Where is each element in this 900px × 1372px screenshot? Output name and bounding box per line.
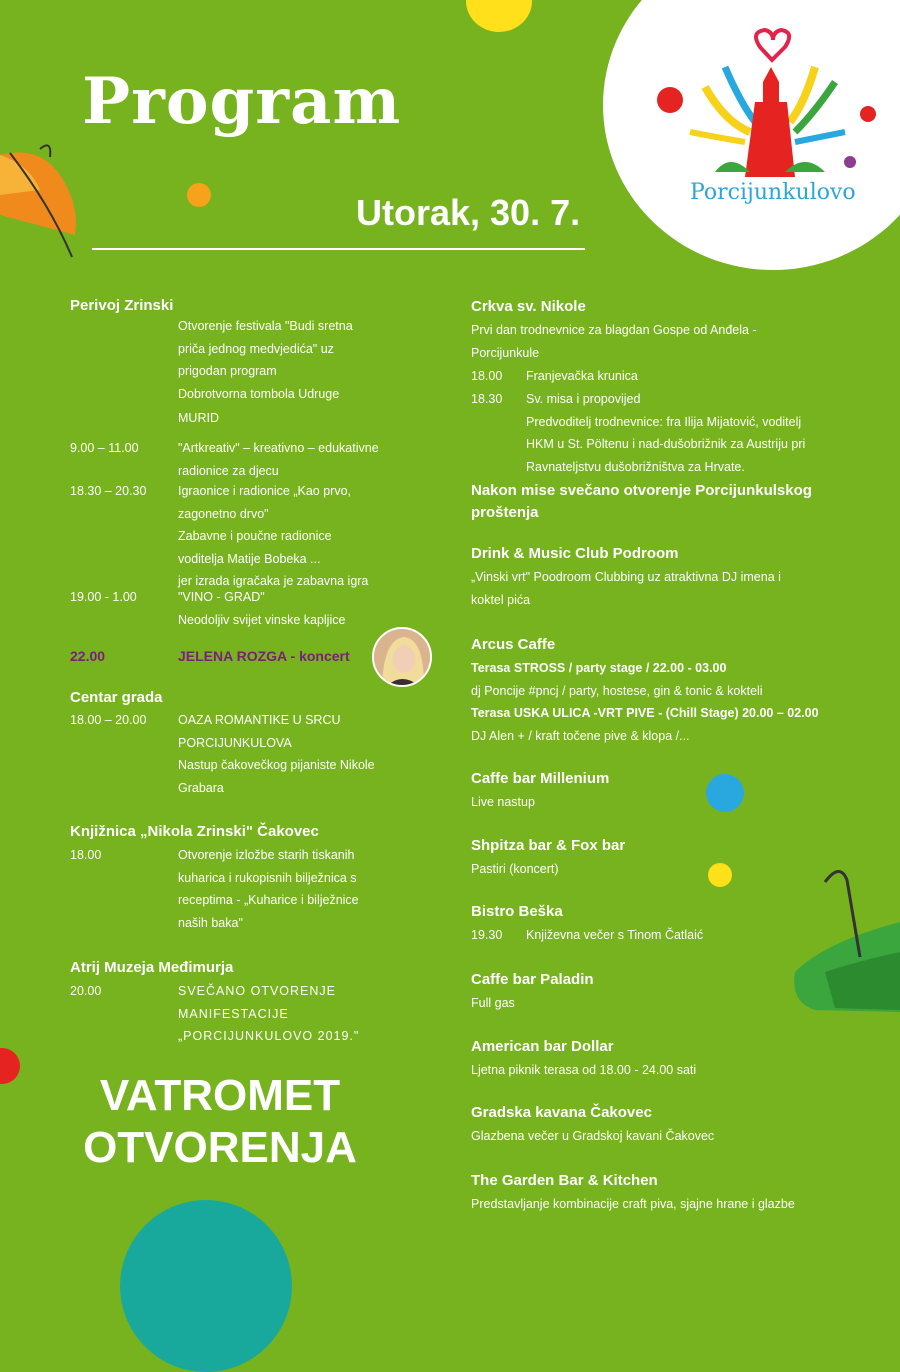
event-desc	[178, 709, 418, 799]
text-line: receptima - „Kuharice i bilježnice	[178, 893, 359, 907]
event-desc	[178, 437, 418, 482]
crkva-closing	[471, 480, 871, 524]
text-line: proštenja	[471, 504, 539, 521]
text-line: Terasa STROSS / party stage / 22.00 - 03.00	[471, 661, 727, 675]
red-dot-left	[0, 1048, 20, 1084]
event-time: 18.30	[471, 392, 503, 406]
perivoj-intro	[178, 315, 418, 430]
text-line: prigodan program	[178, 364, 277, 378]
event-time: 18.00	[70, 848, 102, 862]
text-line: kuharica i rukopisnih bilježnica s	[178, 870, 357, 885]
avatar	[372, 627, 432, 687]
text-line: Zabavne i poučne radionice	[178, 529, 332, 543]
event-desc	[178, 980, 418, 1048]
text-line: Igraonice i radionice „Kao prvo,	[178, 484, 352, 498]
text-line: Dobrotvorna tombola Udruge	[178, 386, 340, 401]
text-line: "VINO - GRAD"	[178, 590, 265, 604]
event-time: 19.00 - 1.00	[70, 590, 137, 604]
event-time: 19.30	[471, 928, 503, 942]
section-title-crkva: Crkva sv. Nikole	[471, 298, 586, 315]
heading-line: VATROMET	[99, 1071, 341, 1120]
drink-desc	[471, 566, 871, 611]
section-title-centar: Centar grada	[70, 689, 163, 706]
text-line: Porcijunkule	[471, 345, 540, 360]
heading-line: OTVORENJA	[83, 1123, 357, 1172]
section-title-knjiznica: Knjižnica „Nikola Zrinski" Čakovec	[70, 823, 319, 840]
text-line: MURID	[178, 411, 219, 425]
venue-text: Glazbena večer u Gradskoj kavani Čakovec	[471, 1129, 715, 1143]
yellow-dot-top	[466, 0, 532, 32]
event-desc	[526, 388, 866, 478]
venue-text: Predstavljanje kombinacije craft piva, sjajne hrane i glazbe	[471, 1197, 795, 1211]
text-line: Terasa USKA ULICA -VRT PIVE - (Chill Stage) 20.00 – 02.00	[471, 706, 819, 720]
text-line: voditelja Matije Bobeka ...	[178, 551, 321, 566]
text-line: PORCIJUNKULOVA	[178, 735, 292, 750]
section-title-drink: Drink & Music Club Podroom	[471, 545, 679, 562]
page-title: Program	[82, 64, 402, 139]
text-line: "Artkreativ" – kreativno – edukativne	[178, 441, 379, 455]
porcijunkulovo-logo-icon	[655, 22, 880, 187]
text-line: koktel pića	[471, 592, 531, 607]
text-line: DJ Alen + / kraft točene pive & klopa /...	[471, 728, 690, 743]
event-time: 18.30 – 20.30	[70, 484, 147, 498]
text-line: Prvi dan trodnevnice za blagdan Gospe od Anđela -	[471, 323, 757, 337]
concert-title: JELENA ROZGA - koncert	[178, 648, 350, 664]
text-line: „Vinski vrt" Poodroom Clubbing uz atraktivna DJ imena i	[471, 570, 781, 584]
text-line: Grabara	[178, 780, 224, 795]
umbrella-icon-left	[0, 135, 85, 265]
event-time: 18.00	[471, 369, 503, 383]
fireworks-heading	[70, 1070, 370, 1174]
text-line: Sv. misa i propovijed	[526, 392, 641, 406]
event-time: 18.00 – 20.00	[70, 713, 147, 727]
venue-title: Shpitza bar & Fox bar	[471, 837, 626, 854]
text-line: radionice za djecu	[178, 463, 279, 478]
text-line: naših baka"	[178, 915, 243, 930]
venue-title: American bar Dollar	[471, 1038, 614, 1055]
concert-time: 22.00	[70, 648, 106, 664]
section-title-atrij: Atrij Muzeja Međimurja	[70, 959, 234, 976]
text-line: MANIFESTACIJE	[178, 1006, 289, 1021]
event-time: 9.00 – 11.00	[70, 441, 139, 455]
text-line: jer izrada igračaka je zabavna igra	[178, 574, 369, 588]
text-line: Nakon mise svečano otvorenje Porcijunkulskog	[471, 482, 812, 499]
text-line: „PORCIJUNKULOVO 2019."	[178, 1029, 360, 1043]
venue-text: Književna večer s Tinom Čatlaić	[526, 928, 704, 942]
venue-text: Full gas	[471, 996, 515, 1010]
text-line: Nastup čakovečkog pijaniste Nikole	[178, 758, 375, 772]
venue-title: Bistro Beška	[471, 903, 563, 920]
venue-text: Ljetna piknik terasa od 18.00 - 24.00 sati	[471, 1063, 697, 1077]
orange-dot	[187, 183, 211, 207]
venue-text: Live nastup	[471, 795, 535, 809]
text-line: Otvorenje festivala "Budi sretna	[178, 319, 353, 333]
text-line: priča jednog medvjedića" uz	[178, 341, 334, 356]
venue-title: Caffe bar Millenium	[471, 770, 610, 787]
logo-text: Porcijunkulovo	[690, 180, 856, 205]
text-line: Predvoditelj trodnevnice: fra Ilija Mijatović, voditelj	[526, 414, 802, 429]
venue-title: The Garden Bar & Kitchen	[471, 1172, 658, 1189]
event-desc	[178, 586, 418, 631]
text-line: zagonetno drvo"	[178, 506, 269, 521]
text-line: HKM u St. Pöltenu i nad-dušobrižnik za Austriju pri	[526, 437, 806, 451]
divider	[92, 248, 585, 250]
event-desc: Franjevačka krunica	[526, 369, 638, 383]
text-line: Otvorenje izložbe starih tiskanih	[178, 848, 355, 862]
arcus-desc	[471, 657, 871, 747]
event-date: Utorak, 30. 7.	[356, 192, 581, 233]
text-line: Ravnateljstvu dušobrižništva za Hrvate.	[526, 459, 745, 474]
venue-title: Caffe bar Paladin	[471, 971, 594, 988]
teal-circle-bottom	[120, 1200, 292, 1372]
section-title-perivoj: Perivoj Zrinski	[70, 297, 174, 314]
text-line: dj Poncije #pncj / party, hostese, gin & tonic & kokteli	[471, 683, 763, 698]
text-line: OAZA ROMANTIKE U SRCU	[178, 713, 341, 727]
crkva-intro	[471, 319, 871, 364]
event-desc	[178, 480, 418, 593]
venue-title: Gradska kavana Čakovec	[471, 1104, 652, 1121]
section-title-arcus: Arcus Caffe	[471, 636, 556, 653]
venue-text: Pastiri (koncert)	[471, 862, 559, 876]
event-desc	[178, 844, 418, 934]
text-line: SVEČANO OTVORENJE	[178, 984, 336, 998]
event-time: 20.00	[70, 984, 102, 998]
text-line: Neodoljiv svijet vinske kapljice	[178, 612, 346, 627]
